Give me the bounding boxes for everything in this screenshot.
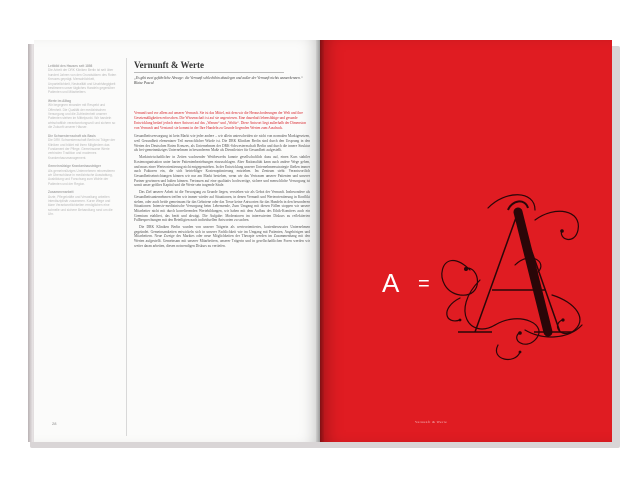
sidebar-text: Die DRK Schwesternschaft Berlin ist Träger der Kliniken und bildet mit ihren Mitgliedern das Fundament der Pflege. Gemeinsame Werte verbinden Tradition und modernes Krankenhausmanagement. (48, 138, 116, 160)
sidebar-heading: Die Schwesternschaft als Basis (48, 133, 96, 138)
ornament-letter-a-icon (458, 201, 572, 332)
sidebar-block (48, 64, 118, 95)
body-paragraph: Marktwirtschaftlicher in Zeiten wachsender Wettbewerbs konnte gesellschaftlich dazu auf, einen Kurs stabiler Kostenorganisation unter harter Patientenbeziehungen einzuschlagen. Aber Rationalität kann auch andere Wege gehen, und muss einer Werteorientierung nicht entgegenstehen. In der Entwicklung unserer Unternehmensstrategie fließen immer auch Faktoren ein, die sich betriebliger Kostenoptimierung entziehen. Im Zentrum steht: Verantwortlich Gesundheitseinrichtungen können wir nur am Markt bestehen, wenn wir das Vertrauen unserer Patienten und unserer Partner gewinnen und halten können. Vertrauen auf eine qualitativ hochwertige, sichere und menschliche Versorgung ist somit unser größtes Kapital und die Werte sein tragende Säule. (134, 155, 310, 188)
sidebar-heading: Gemeinnützige Krankenhausträger (48, 164, 101, 169)
ornament-flourish-icon (442, 195, 582, 360)
running-head: Vernunft & Werte (415, 420, 448, 424)
sidebar-block (48, 164, 118, 186)
left-page (34, 40, 320, 442)
sidebar-text: Wir begegnen einander mit Respekt und Offenheit. Die Qualität der medizinischen Versorgung und die Zufriedenheit unserer Patienten stehen im Mittelpunkt. Wir handeln wirtschaftlich verantwortungsvoll und sichern so die Zukunft unserer Häuser. (48, 103, 116, 130)
sidebar-block (48, 134, 118, 160)
sidebar-heading: Werte im Alltag (48, 98, 72, 103)
body-paragraph: Das Ziel unserer Arbeit ist die Versorgung zu Grunde liegen, verstehen wir als Gebot der Vernunft. Insbesondere als Gesundheitsunternehmen treffen wir immer wieder auf Situationen, in denen Vernunft und Werteorientierung in Konflikt stehen, oder auch beide gemeinsam für das Gebotene oder das Treue keine Antworten für das Handeln in den besonderen Situationen: Intensiv-medizinische Versorgung beim Lebensende, Zum Umgang mit diesen Fällen stoppen wir unsere Mitarbeiter nicht mit durch korrelierenden Wertebildungen, wir haben mit dem Aufbau des Ethik-Komitees auch ein Gremium etabliert, das berät und abwägt. Die Aufgabe: Moderatoren im interessierten Diskurs zu reflektierten Fallbesprechungen mit den Beteiligten nach individuellen Antworten zu suchen. (134, 190, 310, 223)
sidebar-heading: Leitbild des Hauses seit 1898 (48, 64, 93, 68)
body-text (134, 134, 310, 248)
epigraph-quote: „Es gibt zwei gefährliche Abwege: die Vernunft schlechthin abzulegen und außer der Vernunft nichts anzuerkennen.“ Blaise Pascal (134, 76, 303, 85)
sidebar-block (48, 99, 118, 130)
equation-letter: A (382, 268, 400, 298)
sidebar-text: Als gemeinnütziges Unternehmen reinvestieren wir Überschüsse in medizinische Ausstattung, Ausbildung und Forschung zum Wohle der Patienten und der Region. (48, 168, 115, 186)
sidebar-heading: Zusammenarbeit (48, 190, 74, 195)
intro-paragraph: Vernunft und vor allem auf unserer Vernunft. Sie ist das Mittel, mit dem wir die Herausforderungen der Welt und ihre Gesetzmäßigkeiten erforschen. Die Wissenschaft ist auf sie angewiesen. Eine dauerhaft lebensfähige und gesunde Entwicklung bedarf jedoch einer Antwort auf das „Warum“ und „Wofür“. Diese Antwort liegt außerhalb der Dimension von Vernunft und Verstand: sie kommt in der Ihre Handeln zu Grunde liegenden Werten zum Ausdruck. (134, 111, 307, 130)
sidebar-text: Ärzte, Pflegekräfte und Verwaltung arbeiten interdisziplinär zusammen. Kurze Wege und klare Verantwortlichkeiten ermöglichen eine schnelle und sichere Behandlung rund um die Uhr. (48, 194, 113, 217)
sidebar-block (48, 190, 118, 216)
main-column (134, 60, 310, 432)
page-title: Vernunft & Werte (134, 60, 204, 70)
sidebar-column (48, 60, 118, 430)
sidebar-text: Die Arbeit der DRK Kliniken Berlin ist seit über hundert Jahren von den Grundsätzen des Roten Kreuzes geprägt. Menschlichkeit, Unparteilichkeit, Neutralität und Unabhängigkeit bestimmen unser tägliches Handeln gegenüber Patienten und Mitarbeitern. (48, 68, 117, 95)
title-rule (134, 72, 284, 73)
page-number: 28 (52, 421, 57, 426)
right-page (320, 40, 612, 442)
body-paragraph: Gesundheitsversorgung ist kein Markt wie jeder andere – wir allein unterscheiden sie nicht von normalen Marktgesetzen, weil Gesundheit elementarer Teil menschlicher Würde ist. Die DRK Kliniken Berlin sind durch den Ursprung in den Werten des Deutschen Roten Kreuzes, als Unternehmen der DRK-Schwesternschaft Berlin und durch die innere Struktur als frei-gemeinnütziges Unternehmen in besonderem Maße als Dienstleister für Gesundheit aufgestellt. (134, 134, 310, 153)
book-gutter (316, 40, 324, 442)
body-paragraph: Die DRK Kliniken Berlin wurden von unserer Trägerin als werteorientiertes, kostenbewusstes Unternehmen gegründet. Gemeinsamkeiten entwickeln sich in unserer Fachlichkeit wie im Umgang mit Patienten, Angehörigen und Mitarbeitern. Neue Zweige des Marktes oder neue Möglichkeiten der Therapie werden im Zusammenhang mit den Werten aufgestellt. Gemeinsam mit unserer Mitarbeitern, unserer Trägerin und in gesellschaftlichen Foren werden wir weiter daran arbeiten, diesen notwendigen Diskurs zu vertiefen. (134, 225, 310, 248)
letter-equation (320, 40, 612, 442)
equals-sign: = (418, 273, 430, 295)
column-divider (126, 58, 127, 436)
